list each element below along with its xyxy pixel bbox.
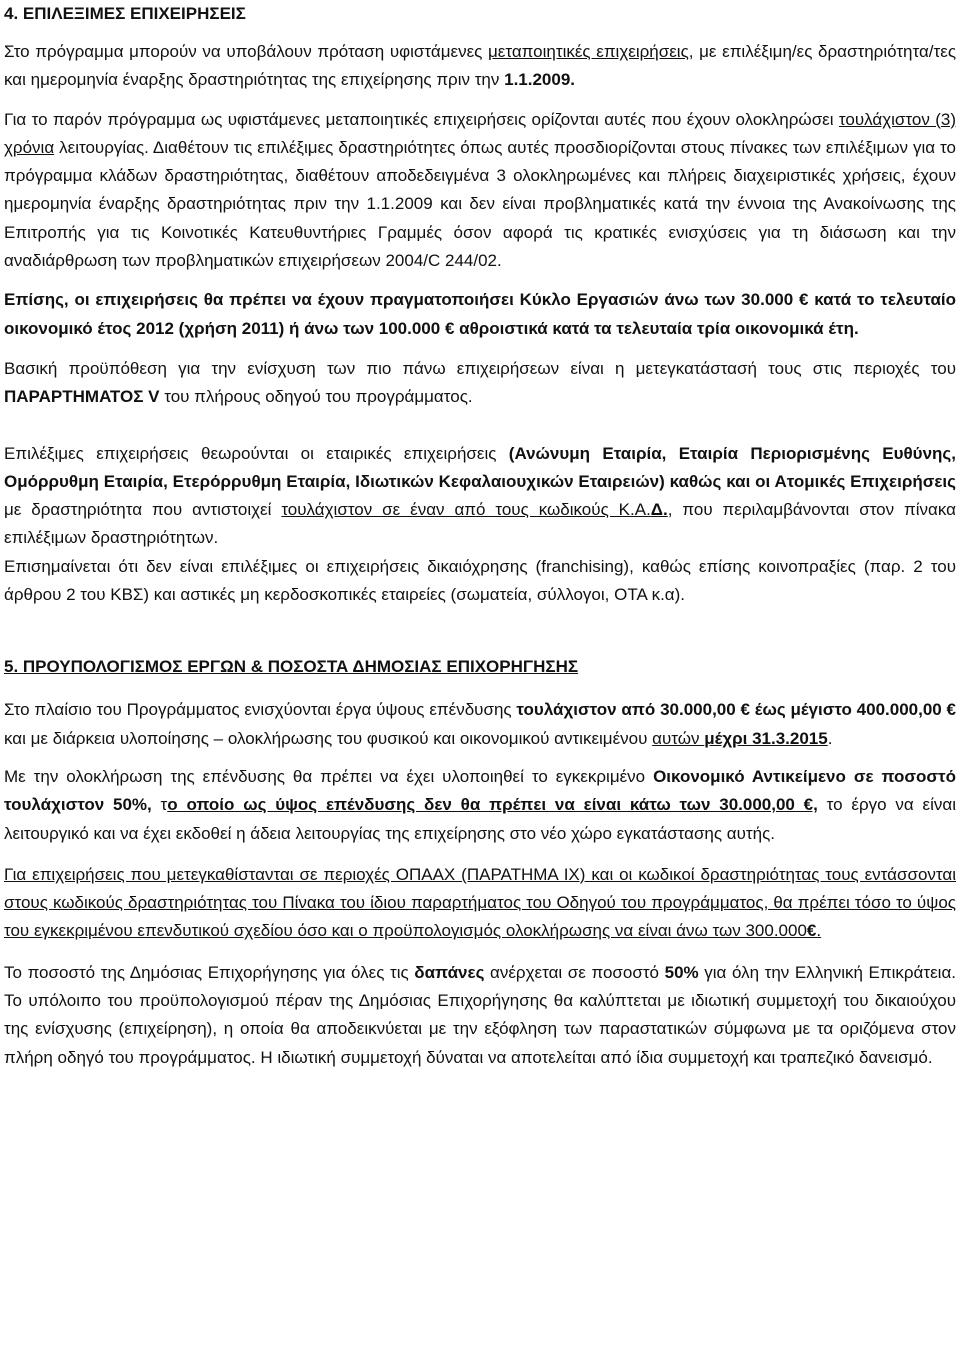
text-run-bold-underlined: μέχρι 31.3.2015 (704, 728, 828, 748)
text-run: του πλήρους οδηγού του προγράμματος. (159, 387, 473, 407)
text-run-underlined: . (816, 921, 822, 941)
text-run: Στο πλαίσιο του Προγράμματος ενισχύονται έργα ύψους επένδυσης (4, 700, 517, 720)
text-run: Βασική προϋπόθεση για την ενίσχυση των πιο πάνω επιχειρήσεων είναι η μετεγκατάστασή τους στις περιοχές του (4, 358, 956, 378)
paragraph-exclusions (4, 553, 956, 610)
text-run: τ (151, 795, 168, 815)
section-5-heading (4, 655, 956, 679)
text-run-bold-underlined: € (806, 921, 817, 941)
paragraph-eligible-intro (4, 38, 956, 95)
paragraph-grant-percentage (4, 959, 956, 1072)
paragraph-turnover-requirement (4, 286, 956, 343)
paragraph-investment-range (4, 696, 956, 753)
text-run: , που περιλαμβάνονται στον πίνακα επιλέξιμων δραστηριότητων. (4, 500, 956, 548)
paragraph-relocation-condition (4, 355, 956, 412)
text-run-underlined: αυτών (652, 728, 700, 748)
text-run: για όλη την Ελληνική Επικράτεια. Το υπόλοιπο του προϋπολογισμού πέραν της Δημόσιας Επιχορήγησης θα καλύπτεται με ιδιωτική συμμετοχή του δικαιούχου της ενίσχυσης (επιχείρηση), η οποία θα αποδεικνύεται με την εξόφληση των παραστατικών σύμφωνα με τα οριζόμενα στον πλήρη οδηγό του προγράμματος. Η ιδιωτική συμμετοχή δύναται να αποτελείται από ίδια συμμετοχή και τραπεζικό δανεισμό. (4, 962, 956, 1067)
text-run-bold: 50% (664, 962, 699, 982)
text-run-bold: Οικονομικό Αντικείμενο σε ποσοστό τουλάχιστον 50%, (4, 766, 956, 815)
text-run-underlined: μεταποιητικές επιχειρήσεις, (488, 42, 694, 61)
document-page (0, 2, 960, 1072)
text-run: Στο πρόγραμμα μπορούν να υποβάλουν πρόταση υφιστάμενες (4, 42, 488, 61)
text-run-bold-underlined: ο οποίο ως ύψος επένδυσης δεν θα πρέπει να είναι κάτω των 30.000,00 €, (167, 795, 818, 815)
text-run: με δραστηριότητα που αντιστοιχεί (4, 500, 282, 520)
text-run: . (827, 728, 833, 748)
text-run: με επιλέξιμη/ες δραστηριότητα/τες και ημερομηνία έναρξης δραστηριότητας της επιχείρησης πριν την (4, 42, 957, 90)
text-run-bold: Επίσης, οι επιχειρήσεις θα πρέπει να έχουν πραγματοποιήσει Κύκλο Εργασιών άνω των 30.000 € κατά το τελευταίο οικονομικό έτος 2012 (χρήση 2011) ή άνω των 100.000 € αθροιστικά κατά τα τελευταία τρία οικονομικά έτη. (4, 290, 956, 338)
text-run-bold: ΠΑΡΑΡΤΗΜΑΤΟΣ V (4, 387, 160, 407)
text-run-underlined: Για επιχειρήσεις που μετεγκαθίστανται σε περιοχές ΟΠΑΑΧ (ΠΑΡΑΤΗΜΑ IX) και οι κωδικοί δραστηριότητας τους εντάσσονται στους κωδικούς δραστηριότητας του Πίνακα του ίδιου παραρτήματος του Οδηγού του προγράμματος, θα πρέπει τόσο το ύψος του εγκεκριμένου επενδυτικού σχεδίου όσο και ο προϋπολογισμός ολοκλήρωσης να είναι άνω των 300.000 (4, 864, 956, 941)
text-run: το έργο να είναι λειτουργικό και να έχει εκδοθεί η άδεια λειτουργίας της επιχείρησης στο νέο χώρο εγκατάστασης αυτής. (4, 795, 956, 843)
text-run-bold: (Ανώνυμη Εταιρία, Εταιρία Περιορισμένης Ευθύνης, Ομόρρυθμη Εταιρία, Ετερόρρυθμη Εταιρία, Ιδιωτικών Κεφαλαιουχικών Εταιρειών) καθώς και οι Ατομικές Επιχειρήσεις (4, 443, 956, 491)
text-run-bold: 1.1.2009. (504, 70, 576, 90)
text-run-bold: τουλάχιστον από 30.000,00 € έως μέγιστο 400.000,00 € (516, 700, 957, 720)
paragraph-completion-requirement (4, 763, 956, 848)
text-run-underlined: τουλάχιστον (3) χρόνια (4, 109, 956, 157)
paragraph-company-types (4, 440, 956, 553)
text-run: Επιλέξιμες επιχειρήσεις θεωρούνται οι εταιρικές επιχειρήσεις (4, 443, 509, 463)
text-run: Το ποσοστό της Δημόσιας Επιχορήγησης για όλες τις (4, 962, 415, 982)
text-run: λειτουργίας. Διαθέτουν τις επιλέξιμες δραστηριότητες όπως αυτές προσδιορίζονται στους πίνακες των επιλέξιμων για το πρόγραμμα κλάδων δραστηριότητας, διαθέτουν αποδεδειγμένα 3 ολοκληρωμένες και πλήρεις διαχειριστικές χρήσεις, έχουν ημερομηνία έναρξης δραστηριότητας πριν την 1.1.2009 και δεν είναι προβληματικές κατά την έννοια της Ανακοίνωσης της Επιτροπής για τις Κοινοτικές Κατευθυντήριες Γραμμές όσον αφορά τις κρατικές ενισχύσεις για τη διάσωση και την αναδιάρθρωση των προβληματικών επιχειρήσεων 2004/C 244/02. (4, 137, 956, 271)
text-run: Επισημαίνεται ότι δεν είναι επιλέξιμες οι επιχειρήσεις δικαιόχρησης (franchising), καθώς επίσης κοινοπραξίες (παρ. 2 του άρθρου 2 του ΚΒΣ) και αστικές μη κερδοσκοπικές εταιρείες (σωματεία, σύλλογοι, ΟΤΑ κ.α). (4, 556, 956, 605)
text-run-bold: δαπάνες (414, 962, 485, 982)
text-run: Με την ολοκλήρωση της επένδυσης θα πρέπει να έχει υλοποιηθεί το εγκεκριμένο (4, 766, 654, 786)
text-run: ανέρχεται σε ποσοστό (484, 962, 665, 982)
text-run-bold-underlined: Δ. (650, 500, 668, 520)
text-run-underlined: τουλάχιστον σε έναν από τους κωδικούς Κ.Α. (281, 500, 651, 520)
text-run: και με διάρκεια υλοποίησης – ολοκλήρωσης του φυσικού και οικονομικού αντικειμένου (4, 728, 653, 748)
paragraph-opaax-areas (4, 861, 956, 946)
section-4-heading: 4. ΕΠΙΛΕΞΙΜΕΣ ΕΠΙΧΕΙΡΗΣΕΙΣ (4, 4, 246, 23)
section-5-heading-text: 5. ΠΡΟΥΠΟΛΟΓΙΣΜΟΣ ΕΡΓΩΝ & ΠΟΣΟΣΤΑ ΔΗΜΟΣΙΑΣ ΕΠΙΧΟΡΗΓΗΣΗΣ (4, 657, 579, 677)
paragraph-existing-definition (4, 106, 956, 276)
text-run: Για το παρόν πρόγραμμα ως υφιστάμενες μεταποιητικές επιχειρήσεις ορίζονται αυτές που έχουν ολοκληρώσει (4, 109, 839, 129)
